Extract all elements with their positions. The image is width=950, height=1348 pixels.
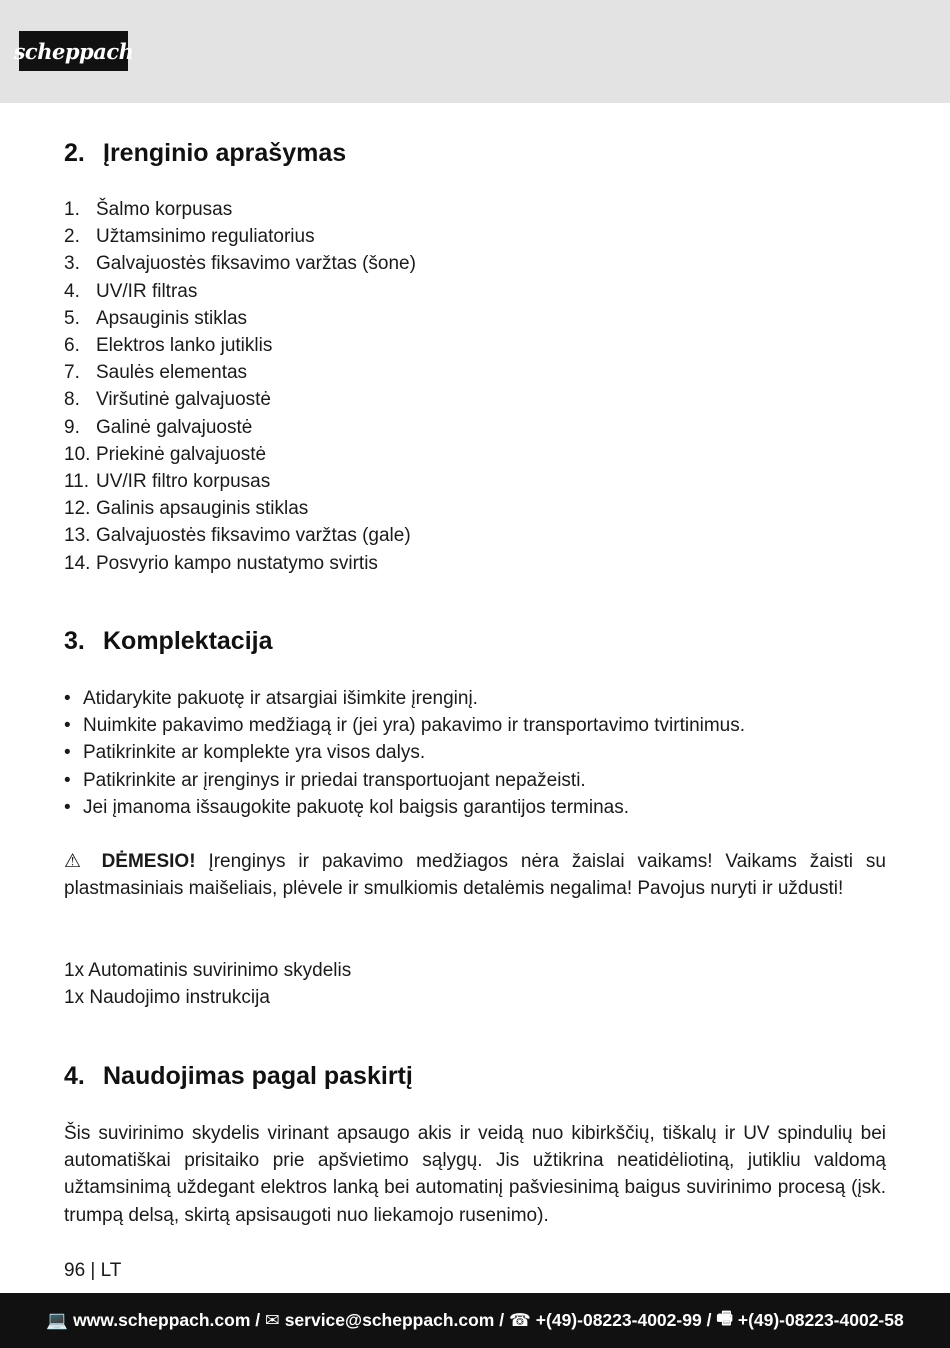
parts-list-item <box>64 495 416 522</box>
section-2-title: Įrenginio aprašymas <box>103 139 347 167</box>
unpacking-step <box>64 739 745 766</box>
parts-list-number: 1. <box>64 199 80 220</box>
parts-list-label: Posvyrio kampo nustatymo svirtis <box>96 552 378 574</box>
warning-paragraph <box>64 848 886 902</box>
page-language: LT <box>100 1260 122 1281</box>
bullet-icon: • <box>64 769 71 791</box>
parts-list-number: 14. <box>64 552 91 574</box>
parts-list-number: 8. <box>64 389 80 411</box>
delivery-contents-item: 1x Automatinis suvirinimo skydelis <box>64 960 352 981</box>
parts-list-number: 13. <box>64 525 91 547</box>
parts-list-number: 6. <box>64 335 80 357</box>
parts-list-number: 12. <box>64 498 91 520</box>
footer-separator: / <box>499 1310 505 1330</box>
parts-list-item <box>64 332 416 359</box>
envelope-icon: ✉ <box>265 1310 280 1330</box>
parts-list-number: 9. <box>64 416 80 438</box>
section-3-number: 3. <box>64 627 85 655</box>
bullet-icon: • <box>64 688 71 709</box>
warning-icon: ⚠ <box>64 851 89 872</box>
unpacking-step-text: Patikrinkite ar įrenginys ir priedai transportuojant nepažeisti. <box>83 769 586 791</box>
parts-list-number: 10. <box>64 443 91 465</box>
unpacking-step-text: Jei įmanoma išsaugokite pakuotę kol baigsis garantijos terminas. <box>83 796 629 818</box>
parts-list-item <box>64 522 416 549</box>
parts-list-label: Galvajuostės fiksavimo varžtas (gale) <box>96 525 411 547</box>
intended-use-paragraph: Šis suvirinimo skydelis virinant apsaugo akis ir veidą nuo kibirkščių, tiškalų ir UV spindulių bei automatiškai prisitaiko prie apšvietimo sąlygų. Jis užtikrina neatidėliotiną, jutikliu valdomą užtamsinimą uždegant elektros lanką bei automatinį pašviesinimą baigus suvirinimo procesą (įsk. trumpą delsą, skirtą apsisaugoti nuo liekamojo rusenimo). <box>64 1123 886 1226</box>
parts-list-label: UV/IR filtras <box>96 280 198 302</box>
unpacking-steps-list <box>64 685 745 821</box>
parts-list-label: Elektros lanko jutiklis <box>96 335 273 357</box>
parts-list <box>64 196 416 577</box>
parts-list-item <box>64 305 416 332</box>
footer-fax: +(49)-08223-4002-58 <box>737 1310 904 1330</box>
section-3-title: Komplektacija <box>103 627 273 655</box>
bullet-icon: • <box>64 796 71 818</box>
page-header <box>0 0 950 103</box>
unpacking-step <box>64 767 745 794</box>
section-4-heading <box>64 1062 413 1091</box>
unpacking-step-text: Patikrinkite ar komplekte yra visos dalys. <box>83 742 426 764</box>
warning-text: Įrenginys ir pakavimo medžiagos nėra žaislai vaikams! Vaikams žaisti su plastmasiniais maišeliais, plėvele ir smulkiomis detalėmis negalima! Pavojus nuryti ir uždusti! <box>64 851 886 900</box>
parts-list-number: 4. <box>64 280 80 302</box>
parts-list-number: 3. <box>64 253 80 275</box>
parts-list-number: 5. <box>64 307 80 329</box>
parts-list-label: Saulės elementas <box>96 362 248 384</box>
unpacking-step-text: Nuimkite pakavimo medžiagą ir (jei yra) pakavimo ir transportavimo tvirtinimus. <box>83 715 746 737</box>
bullet-icon: • <box>64 715 71 737</box>
page-footer <box>0 1293 950 1348</box>
footer-email: service@scheppach.com <box>284 1310 495 1330</box>
unpacking-step <box>64 685 745 712</box>
footer-phone: +(49)-08223-4002-99 <box>535 1310 702 1330</box>
page-number-separator: | <box>90 1260 96 1281</box>
warning-label: DĖMESIO! <box>101 851 196 872</box>
parts-list-number: 11. <box>64 471 90 493</box>
parts-list-label: Apsauginis stiklas <box>96 307 248 329</box>
page-number-value: 96 <box>64 1260 86 1281</box>
parts-list-item <box>64 468 416 495</box>
footer-separator: / <box>706 1310 712 1330</box>
parts-list-item <box>64 223 416 250</box>
parts-list-label: UV/IR filtro korpusas <box>96 471 271 493</box>
bullet-icon: • <box>64 742 71 764</box>
section-3-heading <box>64 627 273 656</box>
section-4-number: 4. <box>64 1062 85 1090</box>
parts-list-label: Galinė galvajuostė <box>96 416 253 438</box>
parts-list-label: Šalmo korpusas <box>96 199 233 220</box>
parts-list-label: Užtamsinimo reguliatorius <box>96 226 315 248</box>
fax-icon: 🖷 <box>716 1307 733 1328</box>
parts-list-item <box>64 196 416 223</box>
phone-icon: ☎ <box>508 1310 531 1330</box>
parts-list-label: Galvajuostės fiksavimo varžtas (šone) <box>96 253 416 275</box>
delivery-contents-item: 1x Naudojimo instrukcija <box>64 987 270 1009</box>
footer-website: www.scheppach.com <box>73 1310 251 1330</box>
parts-list-item <box>64 414 416 441</box>
unpacking-step-text: Atidarykite pakuotę ir atsargiai išimkite įrenginį. <box>83 688 478 709</box>
parts-list-item <box>64 359 416 386</box>
scheppach-logo: scheppach <box>19 31 128 71</box>
footer-separator: / <box>255 1310 261 1330</box>
section-4-title: Naudojimas pagal paskirtį <box>103 1062 413 1090</box>
computer-icon: 💻 <box>46 1310 69 1330</box>
parts-list-label: Priekinė galvajuostė <box>96 443 267 465</box>
parts-list-item <box>64 441 416 468</box>
section-2-number: 2. <box>64 139 85 167</box>
parts-list-label: Galinis apsauginis stiklas <box>96 498 309 520</box>
unpacking-step <box>64 712 745 739</box>
parts-list-number: 7. <box>64 362 80 384</box>
parts-list-item <box>64 250 416 277</box>
parts-list-item <box>64 550 416 577</box>
unpacking-step <box>64 794 745 821</box>
page-number <box>64 1260 121 1282</box>
delivery-contents <box>64 957 351 1011</box>
parts-list-label: Viršutinė galvajuostė <box>96 389 271 411</box>
section-2-heading <box>64 139 346 168</box>
parts-list-item <box>64 278 416 305</box>
parts-list-item <box>64 386 416 413</box>
parts-list-number: 2. <box>64 226 80 248</box>
